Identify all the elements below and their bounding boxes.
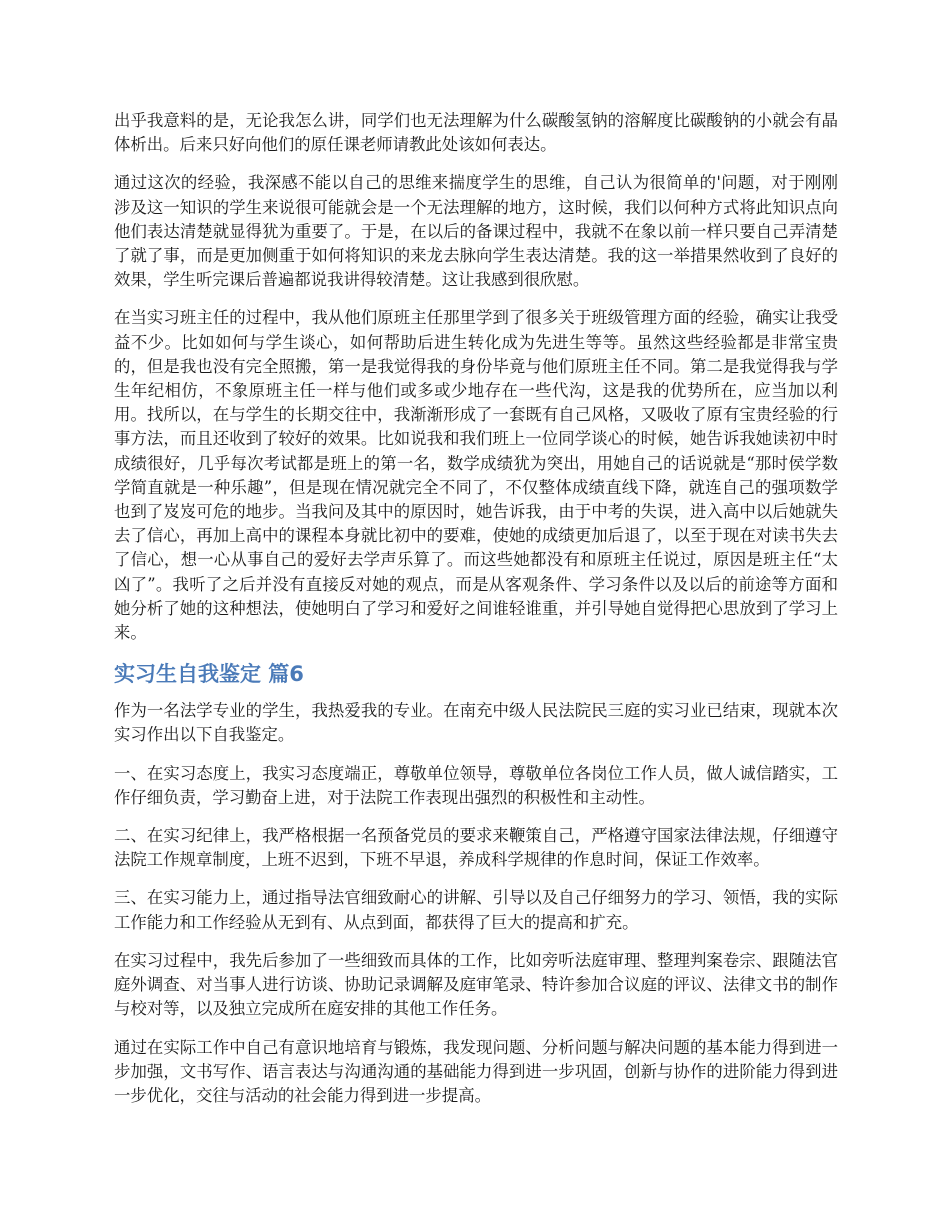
paragraph: 作为一名法学专业的学生，我热爱我的专业。在南充中级人民法院民三庭的实习业已结束，现就本次实习作出以下自我鉴定。 (114, 701, 838, 745)
section-heading: 实习生自我鉴定 篇6 (114, 662, 304, 687)
paragraph: 出乎我意料的是，无论我怎么讲，同学们也无法理解为什么碳酸氢钠的溶解度比碳酸钠的小就会有晶体析出。后来只好向他们的原任课老师请教此处该如何表达。 (114, 111, 838, 155)
paragraph: 三、在实习能力上，通过指导法官细致耐心的讲解、引导以及自己仔细努力的学习、领悟，我的实际工作能力和工作经验从无到有、从点到面，都获得了巨大的提高和扩充。 (114, 888, 838, 932)
paragraph: 通过这次的经验，我深感不能以自己的思维来揣度学生的思维，自己认为很简单的'问题，对于刚刚涉及这一知识的学生来说很可能就会是一个无法理解的地方，这时候，我们以何种方式将此知识点向他们表达清楚就显得犹为重要了。于是，在以后的备课过程中，我就不在象以前一样只要自己弄清楚了就了事，而是更加侧重于如何将知识的来龙去脉向学生表达清楚。我的这一举措果然收到了良好的效果，学生听完课后普遍都说我讲得较清楚。这让我感到很欣慰。 (114, 173, 838, 290)
previous-section (114, 109, 838, 645)
document-page (114, 109, 838, 1122)
paragraph: 一、在实习态度上，我实习态度端正，尊敬单位领导，尊敬单位各岗位工作人员，做人诚信踏实，工作仔细负责，学习勤奋上进，对于法院工作表现出强烈的积极性和主动性。 (114, 763, 838, 807)
paragraph: 在当实习班主任的过程中，我从他们原班主任那里学到了很多关于班级管理方面的经验，确实让我受益不少。比如如何与学生谈心，如何帮助后进生转化成为先进生等等。虽然这些经验都是非常宝贵的，但是我也没有完全照搬，第一是我觉得我的身份毕竟与他们原班主任不同。第二是我觉得我与学生年纪相仿，不象原班主任一样与他们或多或少地存在一些代沟，这是我的优势所在，应当加以利用。找所以，在与学生的长期交往中，我渐渐形成了一套既有自己风格，又吸收了原有宝贵经验的行事方法，而且还收到了较好的效果。比如说我和我们班上一位同学谈心的时候，她告诉我她读初中时成绩很好，几乎每次考试都是班上的第一名，数学成绩犹为突出，用她自己的话说就是“那时侯学数学简直就是一种乐趣”，但是现在情况就完全不同了，不仅整体成绩直线下降，就连自己的强项数学也到了岌岌可危的地步。当我问及其中的原因时，她告诉我，由于中考的失误，进入高中以后她就失去了信心，再加上高中的课程本身就比初中的要难，使她的成绩更加后退了，以至于现在对读书失去了信心，想一心从事自己的爱好去学声乐算了。而这些她都没有和原班主任说过，原因是班主任“太凶了”。我听了之后并没有直接反对她的观点，而是从客观条件、学习条件以及以后的前途等方面和她分析了她的这种想法，使她明白了学习和爱好之间谁轻谁重，并引导她自觉得把心思放到了学习上来。 (114, 308, 838, 643)
paragraph: 二、在实习纪律上，我严格根据一名预备党员的要求来鞭策自己，严格遵守国家法律法规，仔细遵守法院工作规章制度，上班不迟到，下班不早退，养成科学规律的作息时间，保证工作效率。 (114, 826, 838, 870)
section-6 (114, 659, 838, 1108)
paragraph: 在实习过程中，我先后参加了一些细致而具体的工作，比如旁听法庭审理、整理判案卷宗、跟随法官庭外调查、对当事人进行访谈、协助记录调解及庭审笔录、特许参加合议庭的评议、法律文书的制作与校对等，以及独立完成所在庭安排的其他工作任务。 (114, 950, 838, 1019)
paragraph: 通过在实际工作中自己有意识地培育与锻炼，我发现问题、分析问题与解决问题的基本能力得到进一步加强，文书写作、语言表达与沟通沟通的基础能力得到进一步巩固，创新与协作的进阶能力得到进一步优化，交往与活动的社会能力得到进一步提高。 (114, 1037, 838, 1105)
